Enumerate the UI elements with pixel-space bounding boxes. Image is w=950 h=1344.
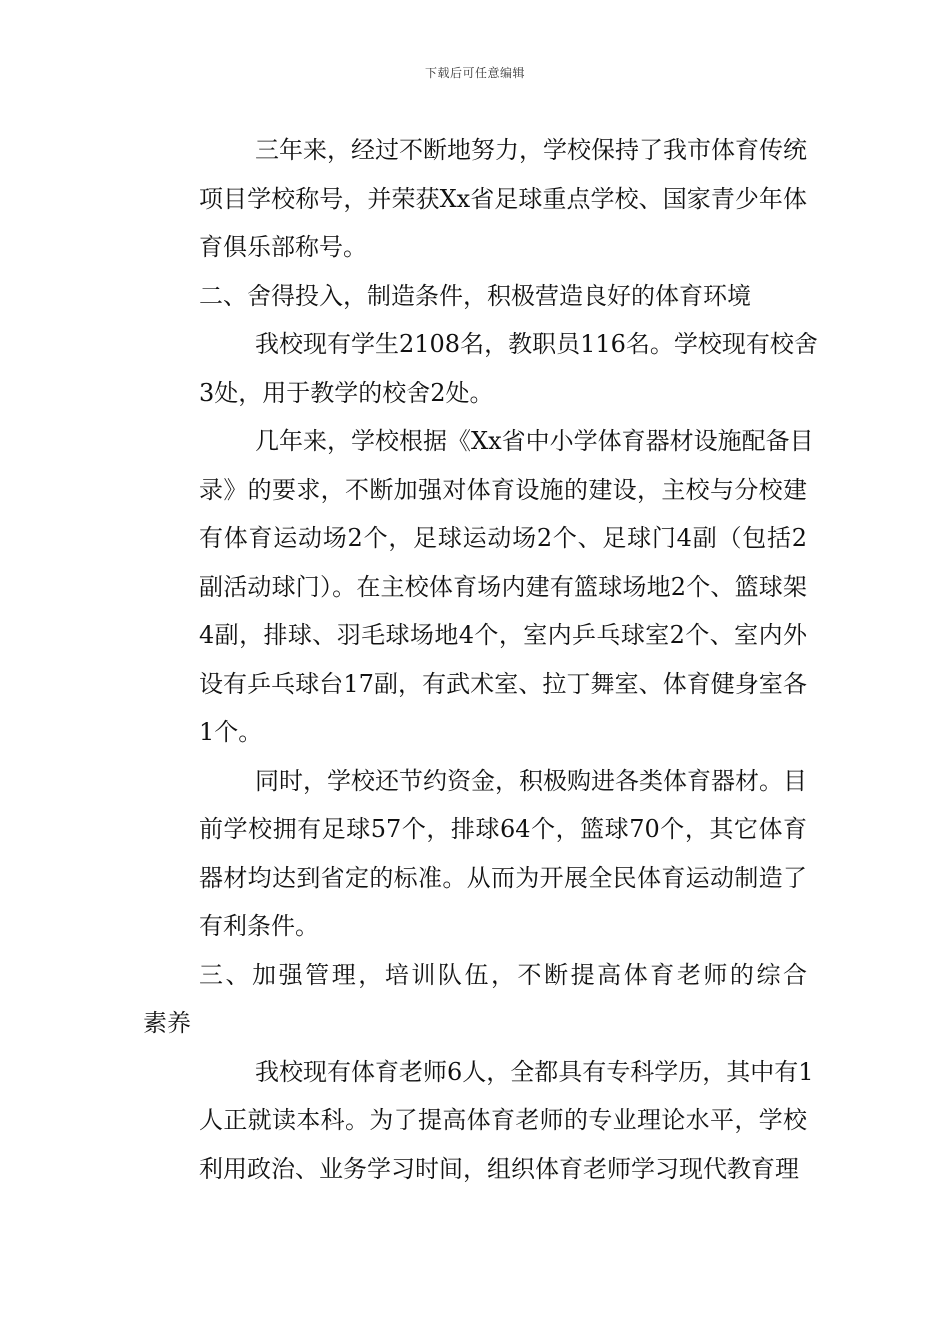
text-line: 几年来，学校根据《Xx省中小学体育器材设施配备目 (255, 427, 814, 455)
text-line: 录》的要求，不断加强对体育设施的建设，主校与分校建 (199, 475, 807, 504)
body-paragraph (143, 126, 807, 272)
text-line: 人正就读本科。为了提高体育老师的专业理论水平，学校 (199, 1106, 807, 1134)
document-body (143, 126, 818, 1193)
text-line: 1个。 (199, 718, 263, 746)
text-line: 器材均达到省定的标准。从而为开展全民体育运动制造了 (199, 863, 807, 892)
text-line: 利用政治、业务学习时间，组织体育老师学习现代教育理 (199, 1154, 799, 1183)
text-line: 我校现有体育老师6人，全都具有专科学历，其中有1 (255, 1057, 814, 1086)
body-paragraph (143, 1048, 814, 1194)
section-heading (143, 951, 807, 1048)
text-line: 有利条件。 (199, 912, 319, 940)
text-line: 设有乒乓球台17副，有武术室、拉丁舞室、体育健身室各 (199, 669, 807, 698)
text-line: 有体育运动场2个，足球运动场2个、足球门4副（包括2 (199, 524, 807, 552)
text-line: 项目学校称号，并荣获Xx省足球重点学校、国家青少年体 (199, 184, 807, 213)
text-line: 育俱乐部称号。 (199, 233, 367, 261)
text-line: 素养 (143, 1009, 191, 1037)
text-line: 同时，学校还节约资金，积极购进各类体育器材。目 (255, 766, 807, 795)
text-line: 3处，用于教学的校舍2处。 (199, 378, 494, 407)
body-paragraph (143, 417, 814, 757)
text-line: 三、加强管理，培训队伍，不断提高体育老师的综合 (199, 960, 807, 989)
body-paragraph (143, 757, 807, 951)
page-header: 下载后可任意编辑 (424, 66, 525, 80)
text-line: 副活动球门）。在主校体育场内建有篮球场地2个、篮球架 (199, 572, 807, 601)
text-line: 三年来，经过不断地努力，学校保持了我市体育传统 (255, 136, 807, 164)
section-heading (143, 272, 807, 321)
text-line: 二、舍得投入，制造条件，积极营造良好的体育环境 (199, 281, 751, 310)
text-line: 我校现有学生2108名，教职员116名。学校现有校舍 (255, 330, 818, 358)
body-paragraph (143, 320, 818, 417)
text-line: 4副，排球、羽毛球场地4个，室内乒乓球室2个、室内外 (199, 621, 807, 649)
text-line: 前学校拥有足球57个，排球64个，篮球70个，其它体育 (199, 815, 807, 843)
